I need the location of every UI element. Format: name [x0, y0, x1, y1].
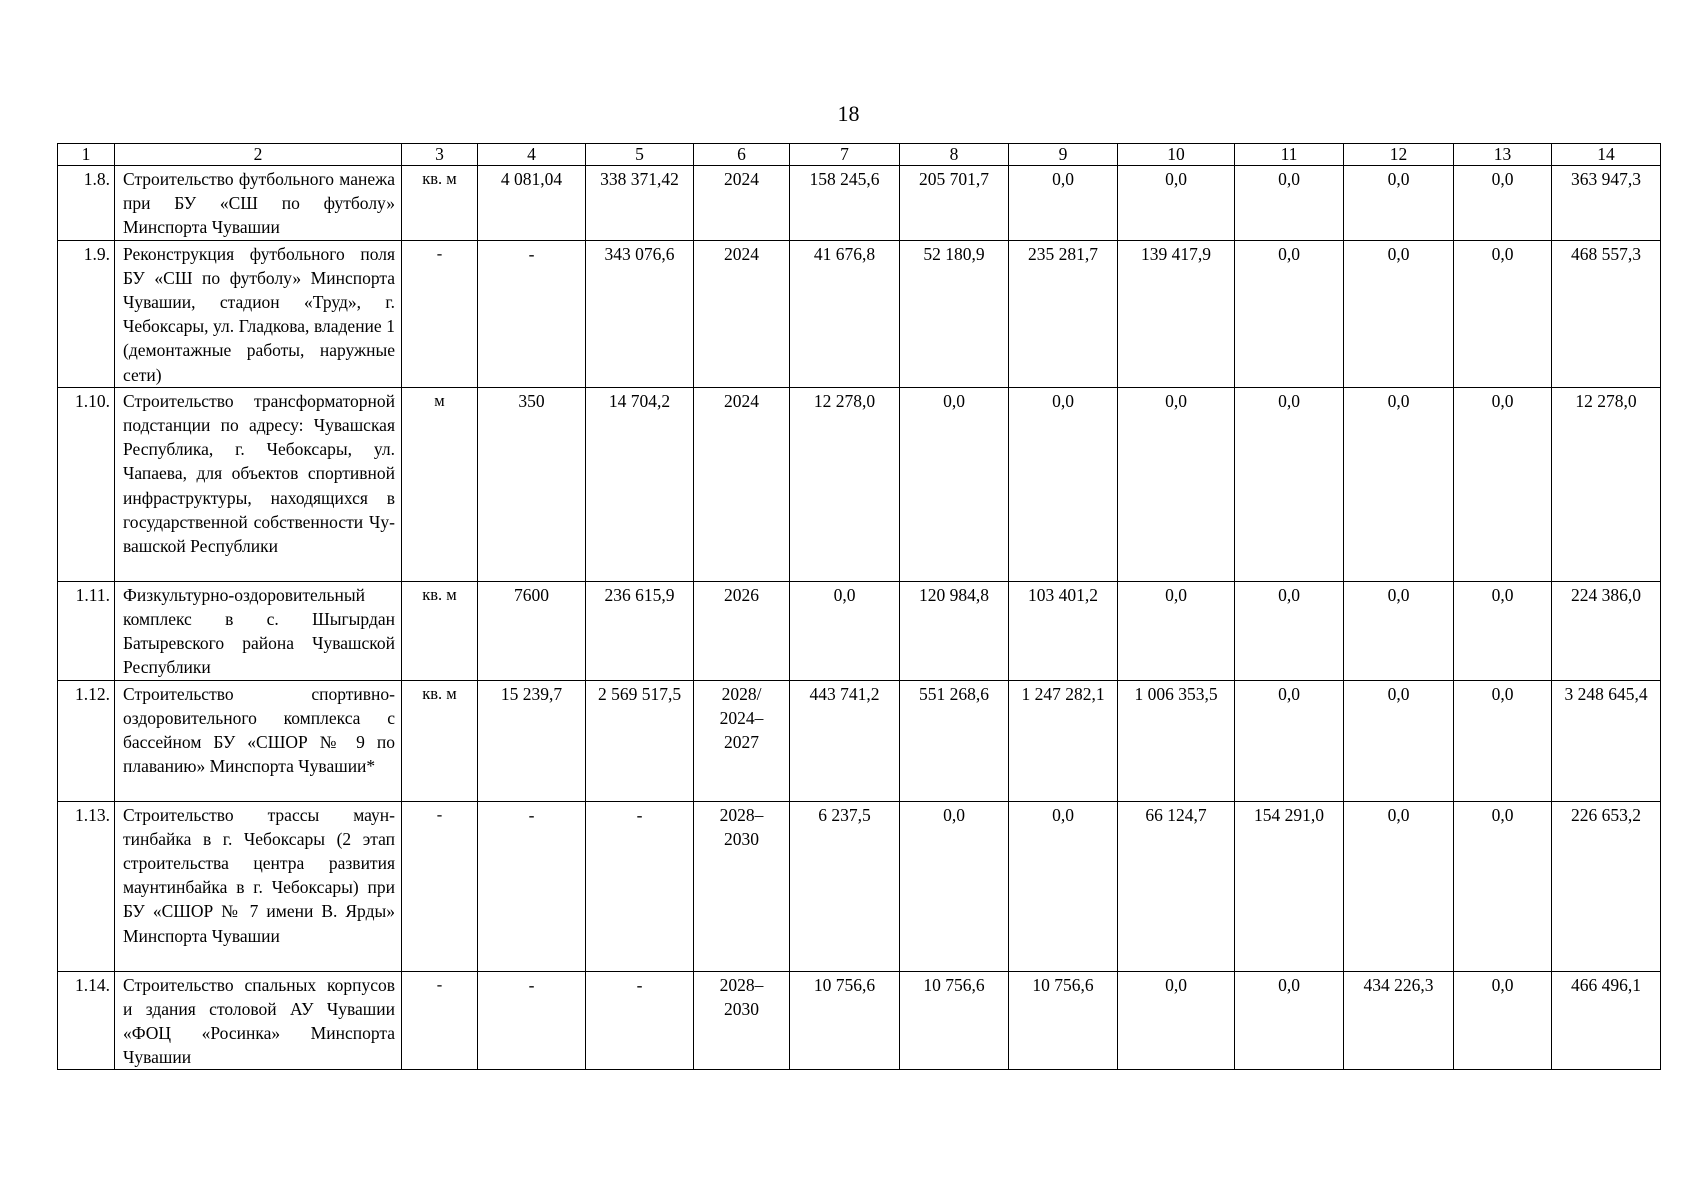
value-col-12: 0,0 — [1344, 387, 1454, 581]
value-col-8: 0,0 — [900, 387, 1009, 581]
column-number-3: 3 — [402, 144, 478, 166]
capacity: 7600 — [478, 581, 586, 680]
value-col-11: 0,0 — [1235, 581, 1344, 680]
column-number-11: 11 — [1235, 144, 1344, 166]
value-col-7: 0,0 — [790, 581, 900, 680]
value-col-10: 1 006 353,5 — [1118, 680, 1235, 801]
value-col-13: 0,0 — [1454, 240, 1552, 387]
value-col-11: 0,0 — [1235, 240, 1344, 387]
capacity: 4 081,04 — [478, 166, 586, 241]
table-row — [58, 680, 1661, 801]
row-number: 1.12. — [58, 680, 115, 801]
value-col-8: 205 701,7 — [900, 166, 1009, 241]
column-number-6: 6 — [694, 144, 790, 166]
value-col-9: 0,0 — [1009, 166, 1118, 241]
value-col-9: 0,0 — [1009, 387, 1118, 581]
value-col-14: 468 557,3 — [1552, 240, 1661, 387]
value-col-8: 551 268,6 — [900, 680, 1009, 801]
object-name: Физкультурно-оздоровительный комплекс в с. Шыгырдан Батыревского района Чувашской Республики — [115, 581, 402, 680]
column-number-10: 10 — [1118, 144, 1235, 166]
years: 2024 — [694, 240, 790, 387]
value-col-9: 0,0 — [1009, 801, 1118, 971]
value-col-12: 0,0 — [1344, 166, 1454, 241]
value-col-10: 0,0 — [1118, 971, 1235, 1070]
value-col-13: 0,0 — [1454, 581, 1552, 680]
object-name: Реконструкция футбольного поля БУ «СШ по футболу» Минспорта Чувашии, стадион «Труд», г. Чебоксары, ул. Гладкова, владение 1 (демонтажные работы, наружные сети) — [115, 240, 402, 387]
table-row — [58, 801, 1661, 971]
value-col-14: 363 947,3 — [1552, 166, 1661, 241]
object-name: Строительство трассы маунтинбайка в г. Чебоксары (2 этап строительства центра развития маунтинбайка в г. Чебоксары) при БУ «СШОР № 7 имени В. Ярды» Минспорта Чувашии — [115, 801, 402, 971]
years-line: 2030 — [724, 998, 759, 1019]
row-number: 1.10. — [58, 387, 115, 581]
estimated-cost: 236 615,9 — [586, 581, 694, 680]
value-col-9: 235 281,7 — [1009, 240, 1118, 387]
object-name: Строительство спортивно-оздоровительного комплекса с бассейном БУ «СШОР № 9 по плаванию» Минспорта Чувашии* — [115, 680, 402, 801]
years: 2026 — [694, 581, 790, 680]
unit: кв. м — [402, 680, 478, 801]
value-col-14: 3 248 645,4 — [1552, 680, 1661, 801]
unit: м — [402, 387, 478, 581]
capacity: 15 239,7 — [478, 680, 586, 801]
table-row — [58, 166, 1661, 241]
unit: - — [402, 240, 478, 387]
years: 2024 — [694, 387, 790, 581]
value-col-10: 0,0 — [1118, 581, 1235, 680]
years — [694, 680, 790, 801]
estimated-cost: 14 704,2 — [586, 387, 694, 581]
capacity: - — [478, 240, 586, 387]
column-number-7: 7 — [790, 144, 900, 166]
value-col-13: 0,0 — [1454, 801, 1552, 971]
value-col-8: 0,0 — [900, 801, 1009, 971]
value-col-10: 0,0 — [1118, 166, 1235, 241]
table-body — [58, 166, 1661, 1070]
years-line: 2028– — [719, 804, 764, 825]
years-line: 2027 — [724, 732, 759, 753]
value-col-10: 66 124,7 — [1118, 801, 1235, 971]
column-number-14: 14 — [1552, 144, 1661, 166]
column-number-5: 5 — [586, 144, 694, 166]
value-col-13: 0,0 — [1454, 387, 1552, 581]
value-col-11: 0,0 — [1235, 680, 1344, 801]
column-number-12: 12 — [1344, 144, 1454, 166]
years: 2024 — [694, 166, 790, 241]
table-row — [58, 387, 1661, 581]
value-col-12: 0,0 — [1344, 581, 1454, 680]
row-number: 1.11. — [58, 581, 115, 680]
table-header — [58, 144, 1661, 166]
value-col-13: 0,0 — [1454, 680, 1552, 801]
object-name: Строительство спальных корпусов и здания столовой АУ Чувашии «ФОЦ «Росинка» Минспорта Чувашии — [115, 971, 402, 1070]
column-number-1: 1 — [58, 144, 115, 166]
capacity: - — [478, 971, 586, 1070]
estimated-cost: - — [586, 971, 694, 1070]
value-col-9: 1 247 282,1 — [1009, 680, 1118, 801]
years-line: 2028/ — [721, 683, 762, 704]
value-col-7: 443 741,2 — [790, 680, 900, 801]
value-col-14: 224 386,0 — [1552, 581, 1661, 680]
unit: кв. м — [402, 581, 478, 680]
value-col-10: 139 417,9 — [1118, 240, 1235, 387]
unit: - — [402, 801, 478, 971]
years-line: 2024– — [719, 707, 764, 728]
row-number: 1.13. — [58, 801, 115, 971]
value-col-13: 0,0 — [1454, 166, 1552, 241]
value-col-8: 120 984,8 — [900, 581, 1009, 680]
value-col-11: 0,0 — [1235, 971, 1344, 1070]
value-col-14: 466 496,1 — [1552, 971, 1661, 1070]
years-line: 2030 — [724, 828, 759, 849]
value-col-7: 10 756,6 — [790, 971, 900, 1070]
row-number: 1.14. — [58, 971, 115, 1070]
value-col-10: 0,0 — [1118, 387, 1235, 581]
column-number-8: 8 — [900, 144, 1009, 166]
value-col-8: 52 180,9 — [900, 240, 1009, 387]
value-col-7: 158 245,6 — [790, 166, 900, 241]
value-col-14: 12 278,0 — [1552, 387, 1661, 581]
value-col-9: 10 756,6 — [1009, 971, 1118, 1070]
value-col-8: 10 756,6 — [900, 971, 1009, 1070]
estimated-cost: 2 569 517,5 — [586, 680, 694, 801]
capacity: - — [478, 801, 586, 971]
years — [694, 801, 790, 971]
construction-budget-table — [57, 143, 1661, 1070]
table-row — [58, 240, 1661, 387]
years-line: 2028– — [719, 974, 764, 995]
value-col-12: 434 226,3 — [1344, 971, 1454, 1070]
value-col-11: 0,0 — [1235, 387, 1344, 581]
value-col-13: 0,0 — [1454, 971, 1552, 1070]
column-number-4: 4 — [478, 144, 586, 166]
value-col-14: 226 653,2 — [1552, 801, 1661, 971]
value-col-9: 103 401,2 — [1009, 581, 1118, 680]
estimated-cost: 338 371,42 — [586, 166, 694, 241]
column-number-row — [58, 144, 1661, 166]
value-col-7: 6 237,5 — [790, 801, 900, 971]
table-row — [58, 971, 1661, 1070]
page-number: 18 — [837, 101, 860, 126]
object-name: Строительство футбольного манежа при БУ «СШ по футболу» Минспорта Чувашии — [115, 166, 402, 241]
value-col-12: 0,0 — [1344, 240, 1454, 387]
column-number-2: 2 — [115, 144, 402, 166]
value-col-12: 0,0 — [1344, 801, 1454, 971]
row-number: 1.9. — [58, 240, 115, 387]
row-number: 1.8. — [58, 166, 115, 241]
column-number-9: 9 — [1009, 144, 1118, 166]
estimated-cost: - — [586, 801, 694, 971]
unit: - — [402, 971, 478, 1070]
estimated-cost: 343 076,6 — [586, 240, 694, 387]
value-col-11: 154 291,0 — [1235, 801, 1344, 971]
value-col-11: 0,0 — [1235, 166, 1344, 241]
value-col-7: 41 676,8 — [790, 240, 900, 387]
object-name: Строительство трансформаторной подстанции по адресу: Чувашская Республика, г. Чебоксары, ул. Чапаева, для объектов спортивной инфраструктуры, находящихся в государственной собственности Чувашской Республики — [115, 387, 402, 581]
value-col-12: 0,0 — [1344, 680, 1454, 801]
column-number-13: 13 — [1454, 144, 1552, 166]
capacity: 350 — [478, 387, 586, 581]
years — [694, 971, 790, 1070]
value-col-7: 12 278,0 — [790, 387, 900, 581]
table-row — [58, 581, 1661, 680]
unit: кв. м — [402, 166, 478, 241]
